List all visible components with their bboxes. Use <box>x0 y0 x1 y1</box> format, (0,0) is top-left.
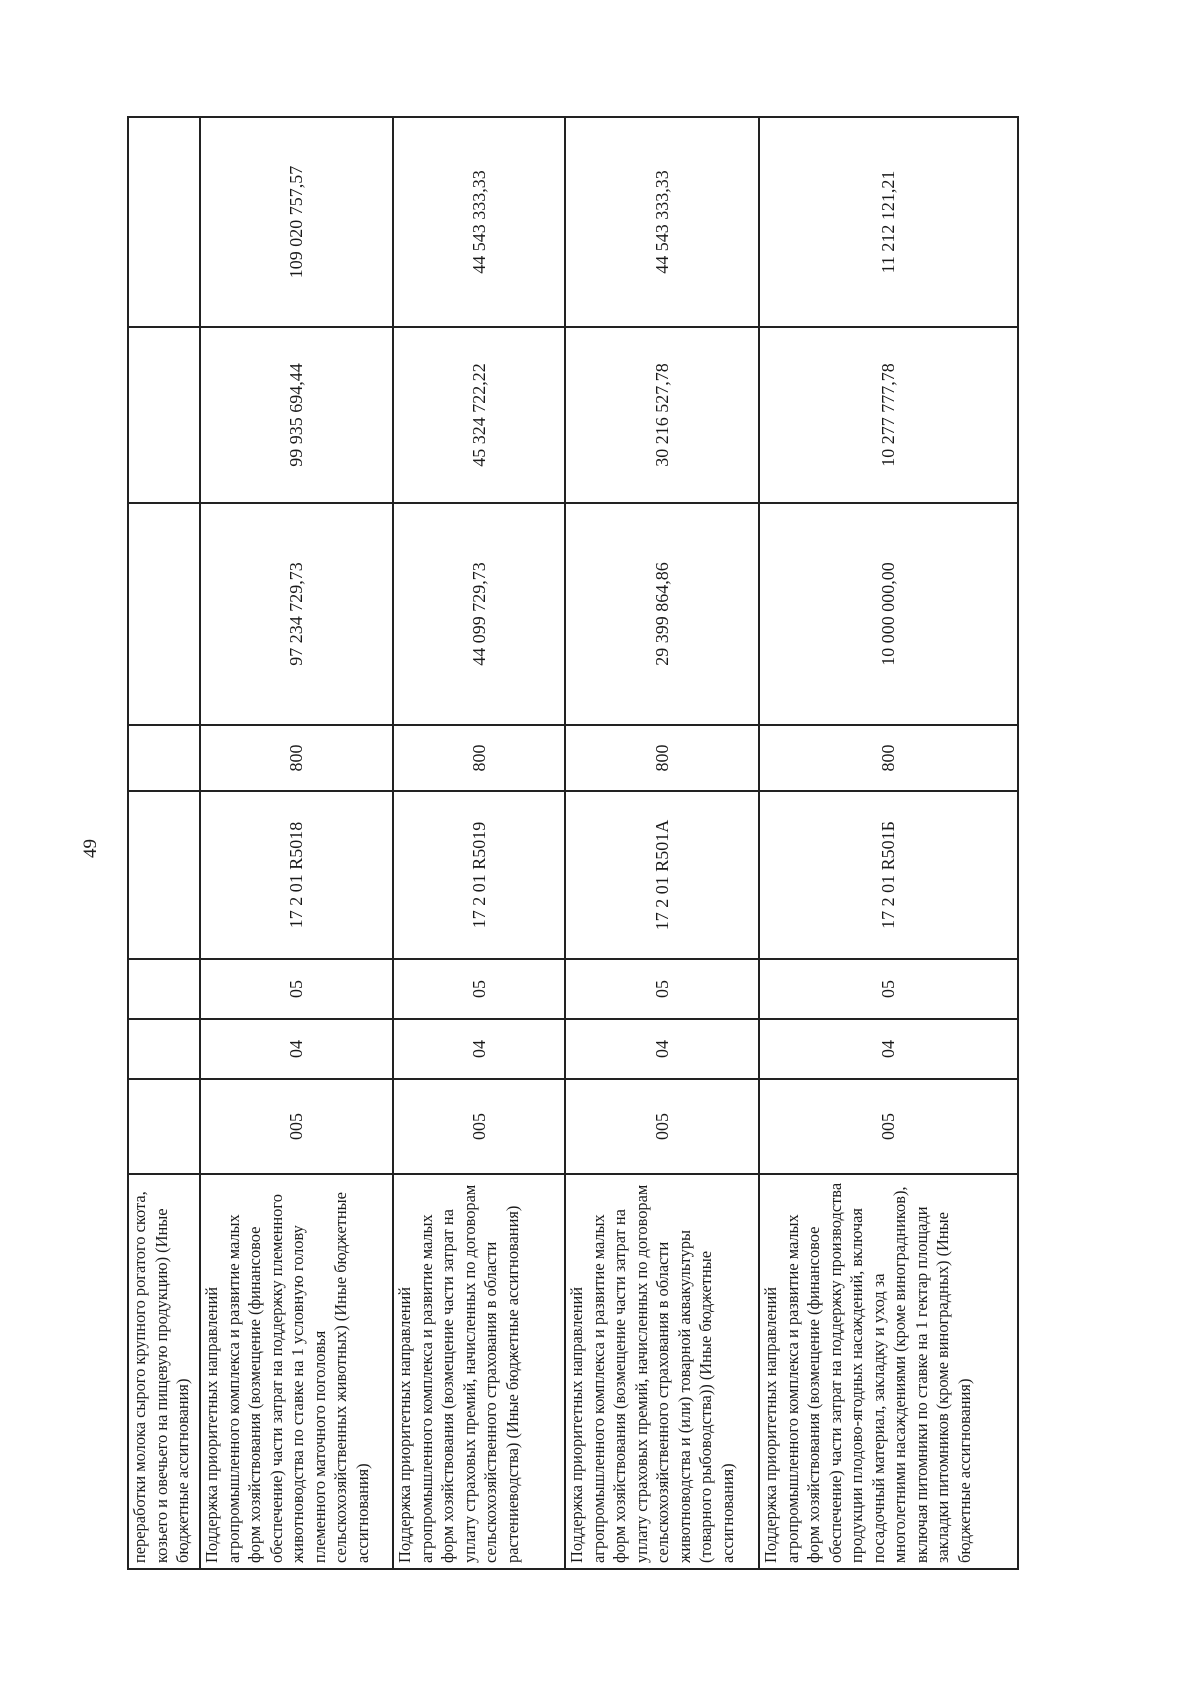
sum-year-1-cell <box>128 503 200 725</box>
admin-code-cell: 005 <box>200 1079 393 1174</box>
budget-table <box>127 116 1019 1570</box>
target-article-cell: 17 2 01 R5019 <box>393 791 565 959</box>
admin-code-cell: 005 <box>393 1079 565 1174</box>
admin-code-cell: 005 <box>759 1079 1018 1174</box>
sum-year-2-cell: 45 324 722,22 <box>393 327 565 503</box>
admin-code-cell <box>128 1079 200 1174</box>
sum-year-1-cell: 10 000 000,00 <box>759 503 1018 725</box>
table-row <box>759 117 1018 1569</box>
sum-year-2-cell: 10 277 777,78 <box>759 327 1018 503</box>
sum-year-1-cell: 29 399 864,86 <box>565 503 759 725</box>
subsection-cell: 05 <box>759 959 1018 1019</box>
description-cell: переработки молока сырого крупного рогатого скота, козьего и овечьего на пищевую продукцию) (Иные бюджетные ассигнования) <box>128 1174 200 1569</box>
description-cell: Поддержка приоритетных направлений агропромышленного комплекса и развитие малых форм хозяйствования (возмещение части затрат на уплату страховых премий, начисленных по договорам сельскохозяйственного страхования в области растениеводства) (Иные бюджетные ассигнования) <box>393 1174 565 1569</box>
expense-type-cell <box>128 725 200 791</box>
section-cell: 04 <box>200 1019 393 1079</box>
table-row <box>565 117 759 1569</box>
sum-year-3-cell: 109 020 757,57 <box>200 117 393 327</box>
subsection-cell: 05 <box>565 959 759 1019</box>
admin-code-cell: 005 <box>565 1079 759 1174</box>
subsection-cell: 05 <box>200 959 393 1019</box>
section-cell: 04 <box>393 1019 565 1079</box>
sum-year-3-cell: 44 543 333,33 <box>565 117 759 327</box>
sum-year-2-cell: 99 935 694,44 <box>200 327 393 503</box>
sum-year-3-cell <box>128 117 200 327</box>
table-row <box>128 117 200 1569</box>
expense-type-cell: 800 <box>759 725 1018 791</box>
page-number: 49 <box>80 839 101 858</box>
description-cell: Поддержка приоритетных направлений агропромышленного комплекса и развитие малых форм хозяйствования (возмещение (финансовое обеспечение) части затрат на поддержку производства продукции плодово-ягодных насаждений, включая посадочный материал, закладку и уход за многолетними насаждениями (кроме виноградников), включая питомники по ставке на 1 гектар площади закладки питомников (кроме виноградных) (Иные бюджетные ассигнования) <box>759 1174 1018 1569</box>
target-article-cell <box>128 791 200 959</box>
expense-type-cell: 800 <box>393 725 565 791</box>
description-cell: Поддержка приоритетных направлений агропромышленного комплекса и развитие малых форм хозяйствования (возмещение части затрат на уплату страховых премий, начисленных по договорам сельскохозяйственного страхования в области животноводства и (или) товарной аквакультуры (товарного рыбоводства)) (Иные бюджетные ассигнования) <box>565 1174 759 1569</box>
sum-year-2-cell: 30 216 527,78 <box>565 327 759 503</box>
sum-year-3-cell: 44 543 333,33 <box>393 117 565 327</box>
section-cell: 04 <box>759 1019 1018 1079</box>
subsection-cell: 05 <box>393 959 565 1019</box>
sum-year-3-cell: 11 212 121,21 <box>759 117 1018 327</box>
sum-year-2-cell <box>128 327 200 503</box>
table-row <box>200 117 393 1569</box>
section-cell <box>128 1019 200 1079</box>
section-cell: 04 <box>565 1019 759 1079</box>
subsection-cell <box>128 959 200 1019</box>
target-article-cell: 17 2 01 R501Б <box>759 791 1018 959</box>
target-article-cell: 17 2 01 R5018 <box>200 791 393 959</box>
target-article-cell: 17 2 01 R501А <box>565 791 759 959</box>
description-cell: Поддержка приоритетных направлений агропромышленного комплекса и развитие малых форм хозяйствования (возмещение (финансовое обеспечение) части затрат на поддержку племенного животноводства по ставке на 1 условную голову племенного маточного поголовья сельскохозяйственных животных) (Иные бюджетные ассигнования) <box>200 1174 393 1569</box>
sum-year-1-cell: 44 099 729,73 <box>393 503 565 725</box>
expense-type-cell: 800 <box>565 725 759 791</box>
sum-year-1-cell: 97 234 729,73 <box>200 503 393 725</box>
table-row <box>393 117 565 1569</box>
expense-type-cell: 800 <box>200 725 393 791</box>
